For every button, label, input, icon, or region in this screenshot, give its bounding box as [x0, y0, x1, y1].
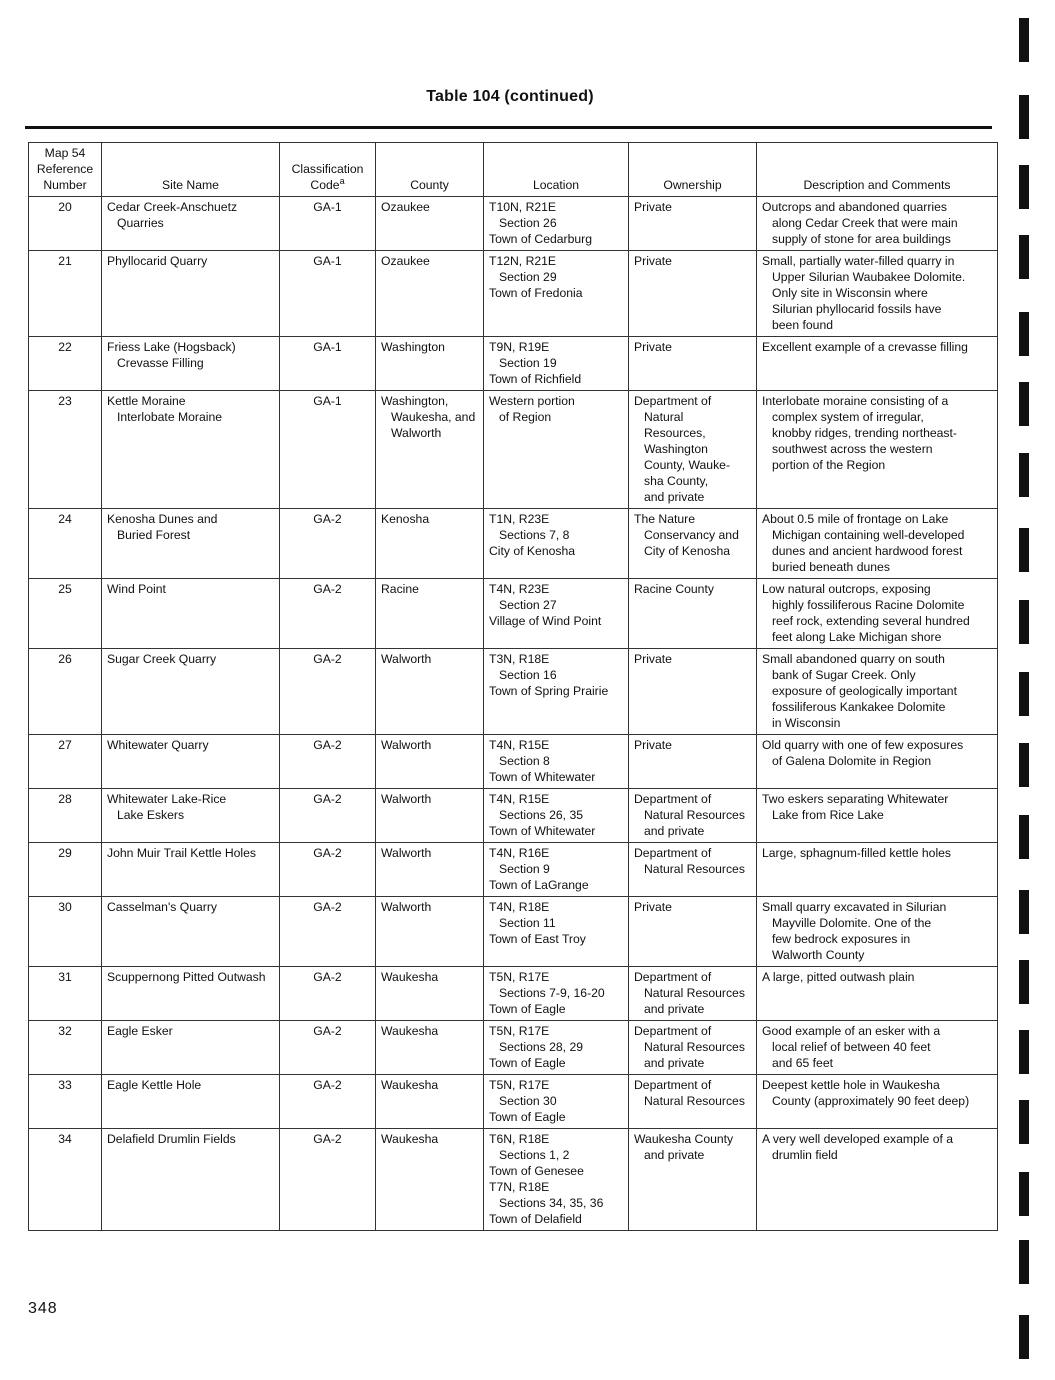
ownership-cell: Private	[629, 251, 757, 337]
table-header-row	[29, 143, 998, 197]
site-name-cell: Delafield Drumlin Fields	[102, 1129, 280, 1231]
description-cell: About 0.5 mile of frontage on Lake Michigan containing well-developed dunes and ancient hardwood forest buried beneath dunes	[757, 509, 998, 579]
site-name-cell: Kenosha Dunes and Buried Forest	[102, 509, 280, 579]
description-cell: Two eskers separating Whitewater Lake from Rice Lake	[757, 789, 998, 843]
header-ref-number: Map 54 Reference Number	[29, 143, 102, 197]
description-cell: Small, partially water-filled quarry in Upper Silurian Waubakee Dolomite. Only site in Wisconsin where Silurian phyllocarid fossils have been found	[757, 251, 998, 337]
description-cell: Small quarry excavated in Silurian Mayville Dolomite. One of the few bedrock exposures in Walworth County	[757, 897, 998, 967]
ownership-cell: Private	[629, 337, 757, 391]
classification-cell: GA-2	[280, 579, 376, 649]
classification-cell: GA-2	[280, 735, 376, 789]
site-name-cell: Scuppernong Pitted Outwash	[102, 967, 280, 1021]
classification-cell: GA-2	[280, 1021, 376, 1075]
table-row	[29, 649, 998, 735]
location-cell: Western portion of Region	[484, 391, 629, 509]
description-cell: A very well developed example of a drumlin field	[757, 1129, 998, 1231]
location-cell: T5N, R17E Sections 28, 29 Town of Eagle	[484, 1021, 629, 1075]
classification-cell: GA-2	[280, 649, 376, 735]
ownership-cell: The Nature Conservancy and City of Kenosha	[629, 509, 757, 579]
scan-mark	[1019, 312, 1029, 356]
scan-mark	[1019, 235, 1029, 279]
ref-number-cell: 22	[29, 337, 102, 391]
site-name-cell: Wind Point	[102, 579, 280, 649]
ownership-cell: Department of Natural Resources and private	[629, 967, 757, 1021]
scan-mark	[1019, 1100, 1029, 1144]
scan-mark	[1019, 1030, 1029, 1074]
location-cell: T12N, R21E Section 29 Town of Fredonia	[484, 251, 629, 337]
scan-mark	[1019, 18, 1029, 62]
table-row	[29, 789, 998, 843]
site-name-cell: Cedar Creek-Anschuetz Quarries	[102, 197, 280, 251]
table-row	[29, 1021, 998, 1075]
ownership-cell: Department of Natural Resources, Washington County, Wauke- sha County, and private	[629, 391, 757, 509]
site-name-cell: Kettle Moraine Interlobate Moraine	[102, 391, 280, 509]
ref-number-cell: 33	[29, 1075, 102, 1129]
ref-number-cell: 31	[29, 967, 102, 1021]
ref-number-cell: 30	[29, 897, 102, 967]
classification-cell: GA-2	[280, 1075, 376, 1129]
description-cell: Low natural outcrops, exposing highly fossiliferous Racine Dolomite reef rock, extending several hundred feet along Lake Michigan shore	[757, 579, 998, 649]
location-cell: T4N, R16E Section 9 Town of LaGrange	[484, 843, 629, 897]
description-cell: Excellent example of a crevasse filling	[757, 337, 998, 391]
description-cell: Deepest kettle hole in Waukesha County (approximately 90 feet deep)	[757, 1075, 998, 1129]
county-cell: Waukesha	[376, 1129, 484, 1231]
table-row	[29, 735, 998, 789]
site-name-cell: Eagle Kettle Hole	[102, 1075, 280, 1129]
site-name-cell: John Muir Trail Kettle Holes	[102, 843, 280, 897]
ref-number-cell: 24	[29, 509, 102, 579]
title-rule	[25, 126, 992, 129]
ownership-cell: Department of Natural Resources	[629, 843, 757, 897]
ref-number-cell: 23	[29, 391, 102, 509]
ownership-cell: Private	[629, 197, 757, 251]
header-location: Location	[484, 143, 629, 197]
table-row	[29, 337, 998, 391]
county-cell: Washington	[376, 337, 484, 391]
table-row	[29, 509, 998, 579]
location-cell: T1N, R23E Sections 7, 8 City of Kenosha	[484, 509, 629, 579]
table-row	[29, 897, 998, 967]
scan-mark	[1019, 95, 1029, 139]
location-cell: T4N, R18E Section 11 Town of East Troy	[484, 897, 629, 967]
location-cell: T5N, R17E Section 30 Town of Eagle	[484, 1075, 629, 1129]
ref-number-cell: 26	[29, 649, 102, 735]
scan-mark	[1019, 165, 1029, 209]
site-name-cell: Sugar Creek Quarry	[102, 649, 280, 735]
description-cell: Large, sphagnum-filled kettle holes	[757, 843, 998, 897]
ref-number-cell: 20	[29, 197, 102, 251]
ownership-cell: Department of Natural Resources	[629, 1075, 757, 1129]
header-classification: Classification Code$^a$	[280, 143, 376, 197]
county-cell: Waukesha	[376, 1075, 484, 1129]
scan-mark	[1019, 1240, 1029, 1284]
ref-number-cell: 29	[29, 843, 102, 897]
ownership-cell: Racine County	[629, 579, 757, 649]
county-cell: Kenosha	[376, 509, 484, 579]
ref-number-cell: 21	[29, 251, 102, 337]
scan-mark	[1019, 1172, 1029, 1216]
ownership-cell: Waukesha County and private	[629, 1129, 757, 1231]
county-cell: Walworth	[376, 843, 484, 897]
site-name-cell: Phyllocarid Quarry	[102, 251, 280, 337]
county-cell: Washington, Waukesha, and Walworth	[376, 391, 484, 509]
classification-cell: GA-2	[280, 897, 376, 967]
classification-cell: GA-1	[280, 251, 376, 337]
table-row	[29, 251, 998, 337]
county-cell: Racine	[376, 579, 484, 649]
location-cell: T4N, R15E Section 8 Town of Whitewater	[484, 735, 629, 789]
classification-cell: GA-2	[280, 509, 376, 579]
scan-mark	[1019, 890, 1029, 934]
ref-number-cell: 32	[29, 1021, 102, 1075]
ref-number-cell: 25	[29, 579, 102, 649]
description-cell: Outcrops and abandoned quarries along Cedar Creek that were main supply of stone for area buildings	[757, 197, 998, 251]
site-name-cell: Whitewater Lake-Rice Lake Eskers	[102, 789, 280, 843]
table-row	[29, 843, 998, 897]
description-cell: Small abandoned quarry on south bank of Sugar Creek. Only exposure of geologically important fossiliferous Kankakee Dolomite in Wisconsin	[757, 649, 998, 735]
description-cell: Old quarry with one of few exposures of Galena Dolomite in Region	[757, 735, 998, 789]
location-cell: T10N, R21E Section 26 Town of Cedarburg	[484, 197, 629, 251]
county-cell: Walworth	[376, 735, 484, 789]
scan-mark	[1019, 743, 1029, 787]
ownership-cell: Private	[629, 735, 757, 789]
location-cell: T5N, R17E Sections 7-9, 16-20 Town of Eagle	[484, 967, 629, 1021]
ownership-cell: Private	[629, 649, 757, 735]
table-row	[29, 579, 998, 649]
scan-mark	[1019, 960, 1029, 1004]
scan-mark	[1019, 382, 1029, 426]
county-cell: Walworth	[376, 897, 484, 967]
location-cell: T6N, R18E Sections 1, 2 Town of Genesee T7N, R18E Sections 34, 35, 36 Town of Delafield	[484, 1129, 629, 1231]
classification-cell: GA-2	[280, 1129, 376, 1231]
scan-mark	[1019, 600, 1029, 644]
classification-cell: GA-1	[280, 391, 376, 509]
scan-mark	[1019, 528, 1029, 572]
county-cell: Waukesha	[376, 1021, 484, 1075]
classification-cell: GA-1	[280, 337, 376, 391]
table-row	[29, 1075, 998, 1129]
description-cell: Good example of an esker with a local relief of between 40 feet and 65 feet	[757, 1021, 998, 1075]
ref-number-cell: 28	[29, 789, 102, 843]
ref-number-cell: 27	[29, 735, 102, 789]
table-row	[29, 967, 998, 1021]
site-name-cell: Friess Lake (Hogsback) Crevasse Filling	[102, 337, 280, 391]
ownership-cell: Private	[629, 897, 757, 967]
scan-mark	[1019, 453, 1029, 497]
county-cell: Ozaukee	[376, 251, 484, 337]
sites-table	[28, 142, 998, 1231]
page-number: 348	[28, 1300, 58, 1317]
footnote-marker: a	[339, 175, 345, 186]
ref-number-cell: 34	[29, 1129, 102, 1231]
location-cell: T4N, R15E Sections 26, 35 Town of Whitewater	[484, 789, 629, 843]
ownership-cell: Department of Natural Resources and private	[629, 1021, 757, 1075]
table-row	[29, 391, 998, 509]
site-name-cell: Whitewater Quarry	[102, 735, 280, 789]
classification-cell: GA-2	[280, 967, 376, 1021]
header-description: Description and Comments	[757, 143, 998, 197]
site-name-cell: Casselman's Quarry	[102, 897, 280, 967]
page-title: Table 104 (continued)	[426, 88, 594, 105]
county-cell: Walworth	[376, 649, 484, 735]
scan-mark	[1019, 815, 1029, 859]
location-cell: T9N, R19E Section 19 Town of Richfield	[484, 337, 629, 391]
scan-mark	[1019, 672, 1029, 716]
classification-cell: GA-2	[280, 789, 376, 843]
county-cell: Ozaukee	[376, 197, 484, 251]
scan-mark	[1019, 1315, 1029, 1359]
site-name-cell: Eagle Esker	[102, 1021, 280, 1075]
ownership-cell: Department of Natural Resources and private	[629, 789, 757, 843]
header-site-name: Site Name	[102, 143, 280, 197]
header-county: County	[376, 143, 484, 197]
county-cell: Waukesha	[376, 967, 484, 1021]
table-row	[29, 1129, 998, 1231]
classification-cell: GA-1	[280, 197, 376, 251]
location-cell: T3N, R18E Section 16 Town of Spring Prairie	[484, 649, 629, 735]
scan-edge-marks	[1019, 0, 1031, 1380]
table-row	[29, 197, 998, 251]
header-ownership: Ownership	[629, 143, 757, 197]
classification-cell: GA-2	[280, 843, 376, 897]
location-cell: T4N, R23E Section 27 Village of Wind Point	[484, 579, 629, 649]
county-cell: Walworth	[376, 789, 484, 843]
description-cell: A large, pitted outwash plain	[757, 967, 998, 1021]
description-cell: Interlobate moraine consisting of a complex system of irregular, knobby ridges, trending northeast- southwest across the western portion of the Region	[757, 391, 998, 509]
